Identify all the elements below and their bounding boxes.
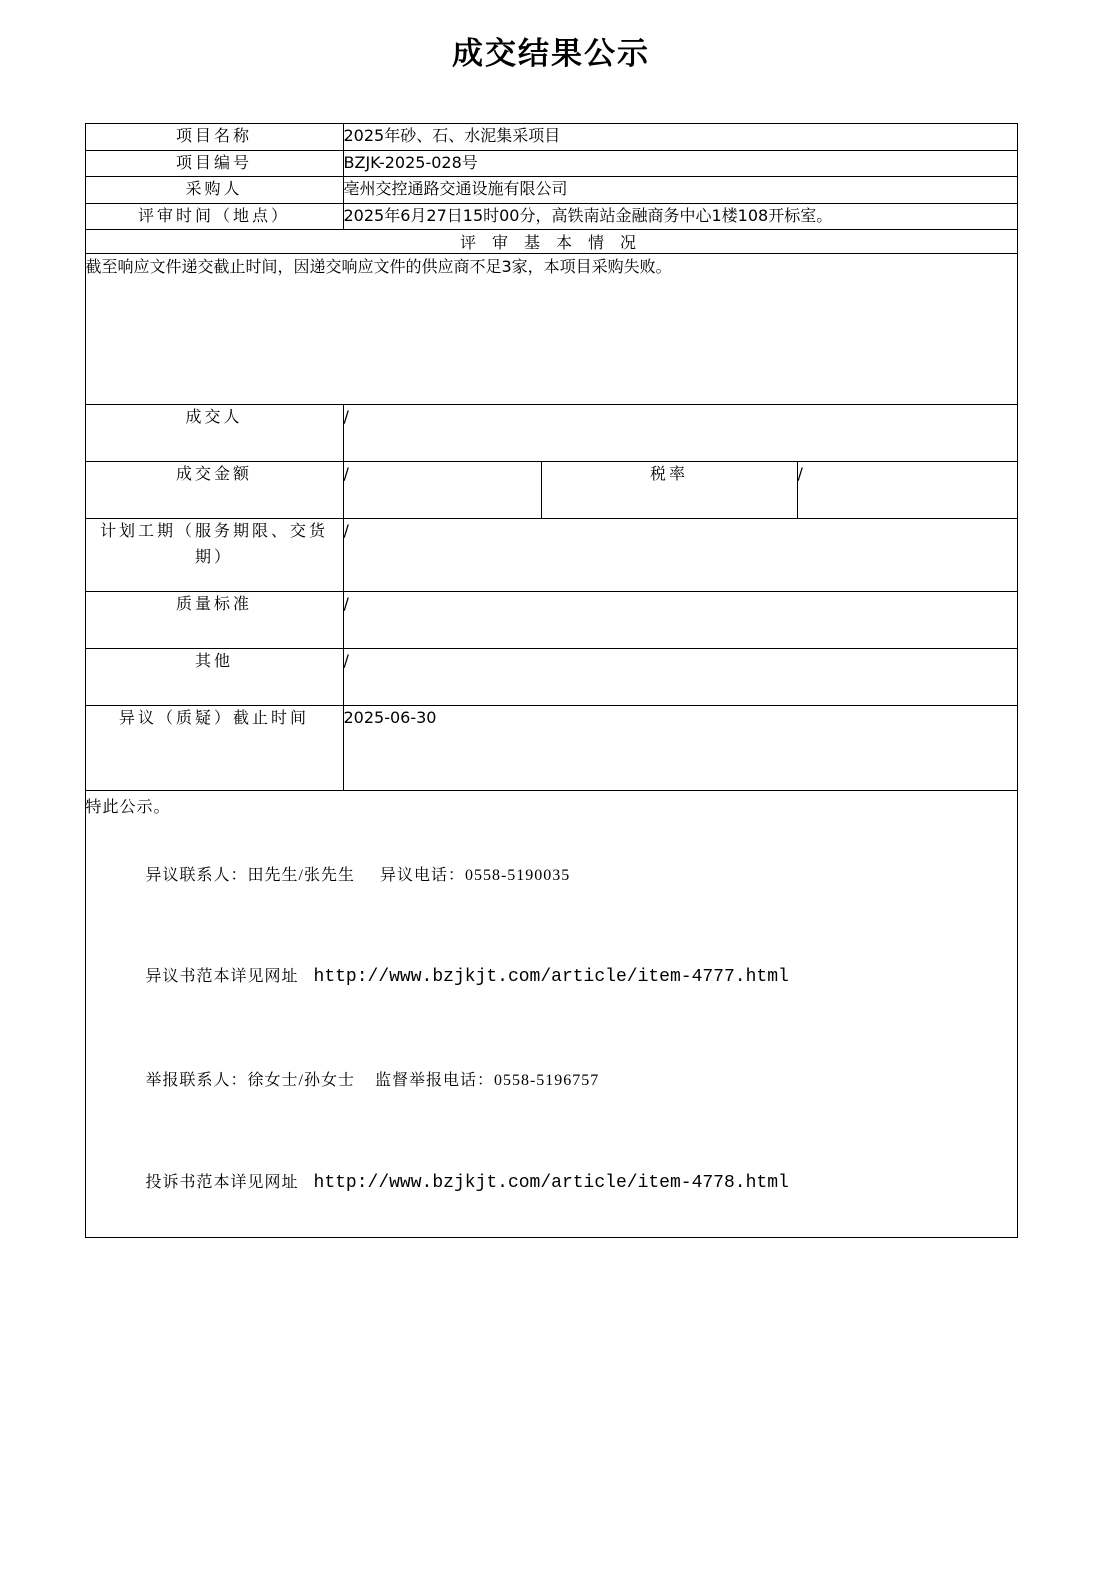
other-label: 其他 — [85, 649, 343, 706]
notes-line-4 — [86, 1031, 1017, 1132]
project-no-label: 项目编号 — [85, 150, 343, 177]
purchaser-value: 亳州交控通路交通设施有限公司 — [343, 177, 1017, 204]
amount-label: 成交金额 — [85, 462, 343, 519]
objection-template-label: 异议书范本详见网址 — [145, 968, 299, 986]
notes-line-2 — [86, 825, 1017, 926]
complaint-template-url[interactable]: http://www.bzjkjt.com/article/item-4778.html — [313, 1173, 789, 1194]
table-row — [85, 519, 1017, 592]
duration-value: / — [343, 519, 1017, 592]
table-row — [85, 150, 1017, 177]
announcement-table — [85, 123, 1018, 1238]
objection-contact-label: 异议联系人：田先生/张先生 — [145, 866, 355, 884]
table-row — [85, 405, 1017, 462]
table-row — [85, 649, 1017, 706]
winner-label: 成交人 — [85, 405, 343, 462]
objection-template-url[interactable]: http://www.bzjkjt.com/article/item-4777.html — [313, 967, 789, 988]
notes-line-1: 特此公示。 — [85, 799, 171, 817]
table-row — [85, 791, 1017, 1237]
project-no-value: BZJK-2025-028号 — [343, 150, 1017, 177]
page-title: 成交结果公示 — [452, 36, 650, 71]
report-contact-label: 举报联系人：徐女士/孙女士 — [145, 1072, 355, 1090]
notes-block — [85, 791, 1017, 1237]
winner-value: / — [343, 405, 1017, 462]
table-row — [85, 177, 1017, 204]
quality-label: 质量标准 — [85, 592, 343, 649]
document-page — [0, 28, 1102, 1587]
duration-label: 计划工期（服务期限、交货期） — [85, 519, 343, 592]
table-row — [85, 230, 1017, 254]
review-section-title: 评 审 基 本 情 况 — [85, 230, 1017, 254]
notes-line-5 — [86, 1132, 1017, 1237]
tax-rate-value: / — [797, 462, 1017, 519]
objection-deadline-label: 异议（质疑）截止时间 — [85, 706, 343, 791]
project-name-label: 项目名称 — [85, 124, 343, 151]
other-value: / — [343, 649, 1017, 706]
notes-line-3 — [86, 926, 1017, 1031]
objection-phone: 异议电话：0558-5190035 — [379, 866, 571, 884]
review-time-value: 2025年6月27日15时00分，高铁南站金融商务中心1楼108开标室。 — [343, 203, 1017, 230]
project-name-value: 2025年砂、石、水泥集采项目 — [343, 124, 1017, 151]
objection-deadline-value: 2025-06-30 — [343, 706, 1017, 791]
purchaser-label: 采购人 — [85, 177, 343, 204]
quality-value: / — [343, 592, 1017, 649]
table-row — [85, 203, 1017, 230]
report-phone: 监督举报电话：0558-5196757 — [374, 1072, 600, 1090]
table-row — [85, 462, 1017, 519]
review-time-label: 评审时间（地点） — [85, 203, 343, 230]
table-row — [85, 592, 1017, 649]
amount-value: / — [343, 462, 541, 519]
tax-rate-label: 税率 — [541, 462, 797, 519]
table-row — [85, 706, 1017, 791]
table-row — [85, 124, 1017, 151]
review-body-text: 截至响应文件递交截止时间，因递交响应文件的供应商不足3家，本项目采购失败。 — [85, 254, 1017, 405]
table-row — [85, 254, 1017, 405]
complaint-template-label: 投诉书范本详见网址 — [145, 1174, 299, 1192]
